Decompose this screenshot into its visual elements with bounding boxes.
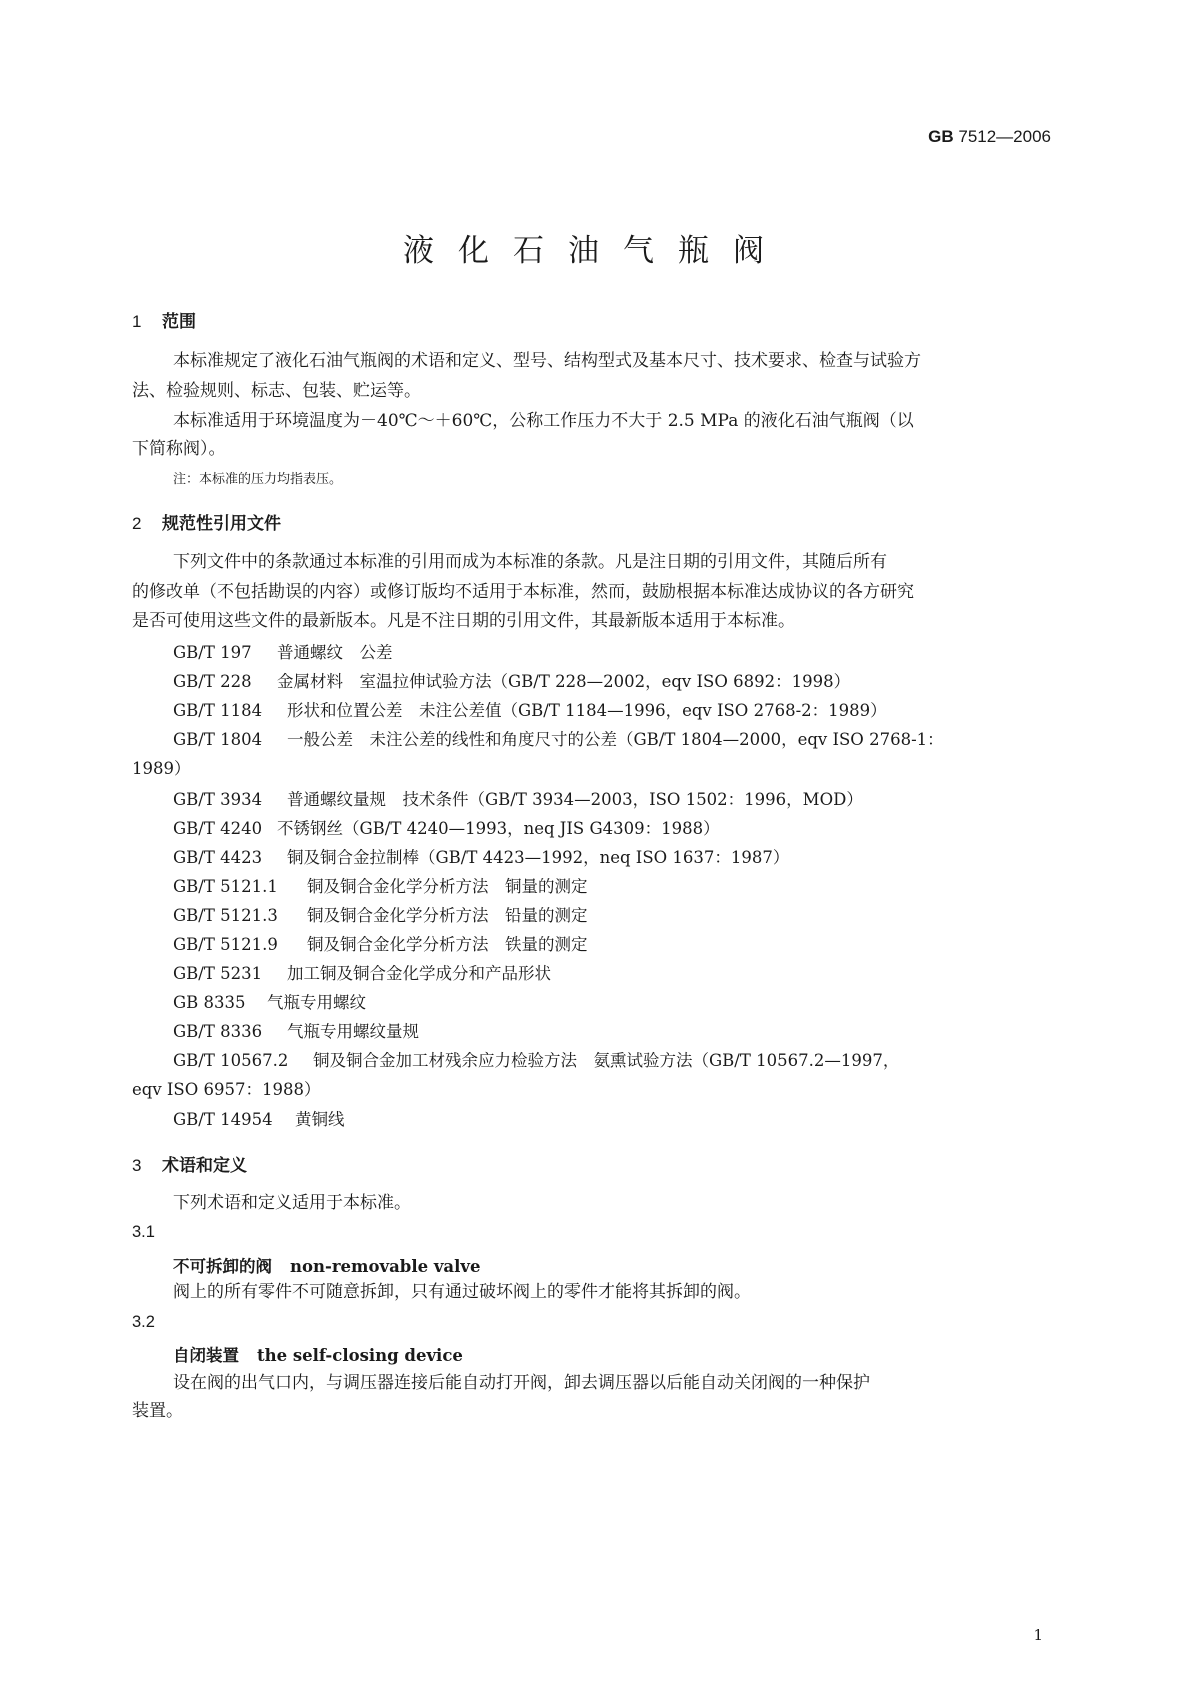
section-3-heading: 3 术语和定义 — [132, 1156, 247, 1176]
section-1-heading: 1 范围 — [132, 312, 196, 332]
reference-item: GB/T 228 金属材料 室温拉伸试验方法（GB/T 228—2002，eqv ISO 6892：1998） — [173, 672, 851, 691]
s2-paragraph-line-1: 下列文件中的条款通过本标准的引用而成为本标准的条款。凡是注日期的引用文件，其随后所有 — [173, 552, 887, 572]
term-3-1-title: 不可拆卸的阀 non-removable valve — [173, 1257, 481, 1276]
reference-item: GB/T 5121.9 铜及铜合金化学分析方法 铁量的测定 — [173, 935, 588, 954]
reference-item: GB/T 197 普通螺纹 公差 — [173, 643, 393, 662]
term-3-2-number: 3.2 — [132, 1313, 155, 1331]
page-number: 1 — [1033, 1626, 1043, 1644]
term-3-2-definition-line-1: 设在阀的出气口内，与调压器连接后能自动打开阀，卸去调压器以后能自动关闭阀的一种保护 — [173, 1373, 870, 1393]
s1-paragraph-1-line-2: 法、检验规则、标志、包装、贮运等。 — [132, 381, 421, 401]
reference-item: GB/T 8336 气瓶专用螺纹量规 — [173, 1022, 419, 1041]
reference-item: GB/T 14954 黄铜线 — [173, 1110, 345, 1129]
reference-item: GB/T 5121.1 铜及铜合金化学分析方法 铜量的测定 — [173, 877, 588, 896]
s1-paragraph-2-line-2: 下简称阀）。 — [132, 439, 226, 459]
document-title: 液化石油气瓶阀 — [403, 233, 788, 269]
term-3-1-number: 3.1 — [132, 1223, 155, 1241]
reference-item: GB/T 5121.3 铜及铜合金化学分析方法 铅量的测定 — [173, 906, 588, 925]
s2-paragraph-line-2: 的修改单（不包括勘误的内容）或修订版均不适用于本标准，然而，鼓励根据本标准达成协议的各方研究 — [132, 582, 914, 602]
reference-item: GB/T 1184 形状和位置公差 未注公差值（GB/T 1184—1996，eqv ISO 2768-2：1989） — [173, 701, 887, 720]
reference-item: GB/T 3934 普通螺纹量规 技术条件（GB/T 3934—2003，ISO 1502：1996，MOD） — [173, 790, 863, 809]
s1-paragraph-2-line-1: 本标准适用于环境温度为－40℃～＋60℃，公称工作压力不大于 2.5 MPa 的液化石油气瓶阀（以 — [173, 411, 914, 431]
s3-intro: 下列术语和定义适用于本标准。 — [173, 1193, 411, 1213]
term-3-1-definition: 阀上的所有零件不可随意拆卸，只有通过破坏阀上的零件才能将其拆卸的阀。 — [173, 1282, 751, 1302]
s2-paragraph-line-3: 是否可使用这些文件的最新版本。凡是不注日期的引用文件，其最新版本适用于本标准。 — [132, 611, 795, 631]
term-3-2-definition-line-2: 装置。 — [132, 1401, 183, 1421]
s1-paragraph-1-line-1: 本标准规定了液化石油气瓶阀的术语和定义、型号、结构型式及基本尺寸、技术要求、检查与试验方 — [173, 351, 921, 371]
section-2-heading: 2 规范性引用文件 — [132, 514, 281, 534]
s1-note: 注：本标准的压力均指表压。 — [173, 472, 343, 487]
reference-item-continuation: 1989） — [132, 759, 191, 778]
reference-item: GB/T 5231 加工铜及铜合金化学成分和产品形状 — [173, 964, 551, 983]
reference-item: GB/T 1804 一般公差 未注公差的线性和角度尺寸的公差（GB/T 1804—2000，eqv ISO 2768-1： — [173, 730, 944, 749]
reference-item: GB/T 4423 铜及铜合金拉制棒（GB/T 4423—1992，neq ISO 1637：1987） — [173, 848, 790, 867]
reference-item: GB 8335 气瓶专用螺纹 — [173, 993, 366, 1012]
reference-item-continuation: eqv ISO 6957：1988） — [132, 1080, 321, 1099]
term-3-2-title: 自闭装置 the self-closing device — [173, 1346, 463, 1365]
reference-item: GB/T 10567.2 铜及铜合金加工材残余应力检验方法 氨熏试验方法（GB/T 10567.2—1997， — [173, 1051, 900, 1070]
standard-code: GB 7512—2006 — [928, 127, 1051, 146]
reference-item: GB/T 4240 不锈钢丝（GB/T 4240—1993，neq JIS G4309：1988） — [173, 819, 720, 838]
